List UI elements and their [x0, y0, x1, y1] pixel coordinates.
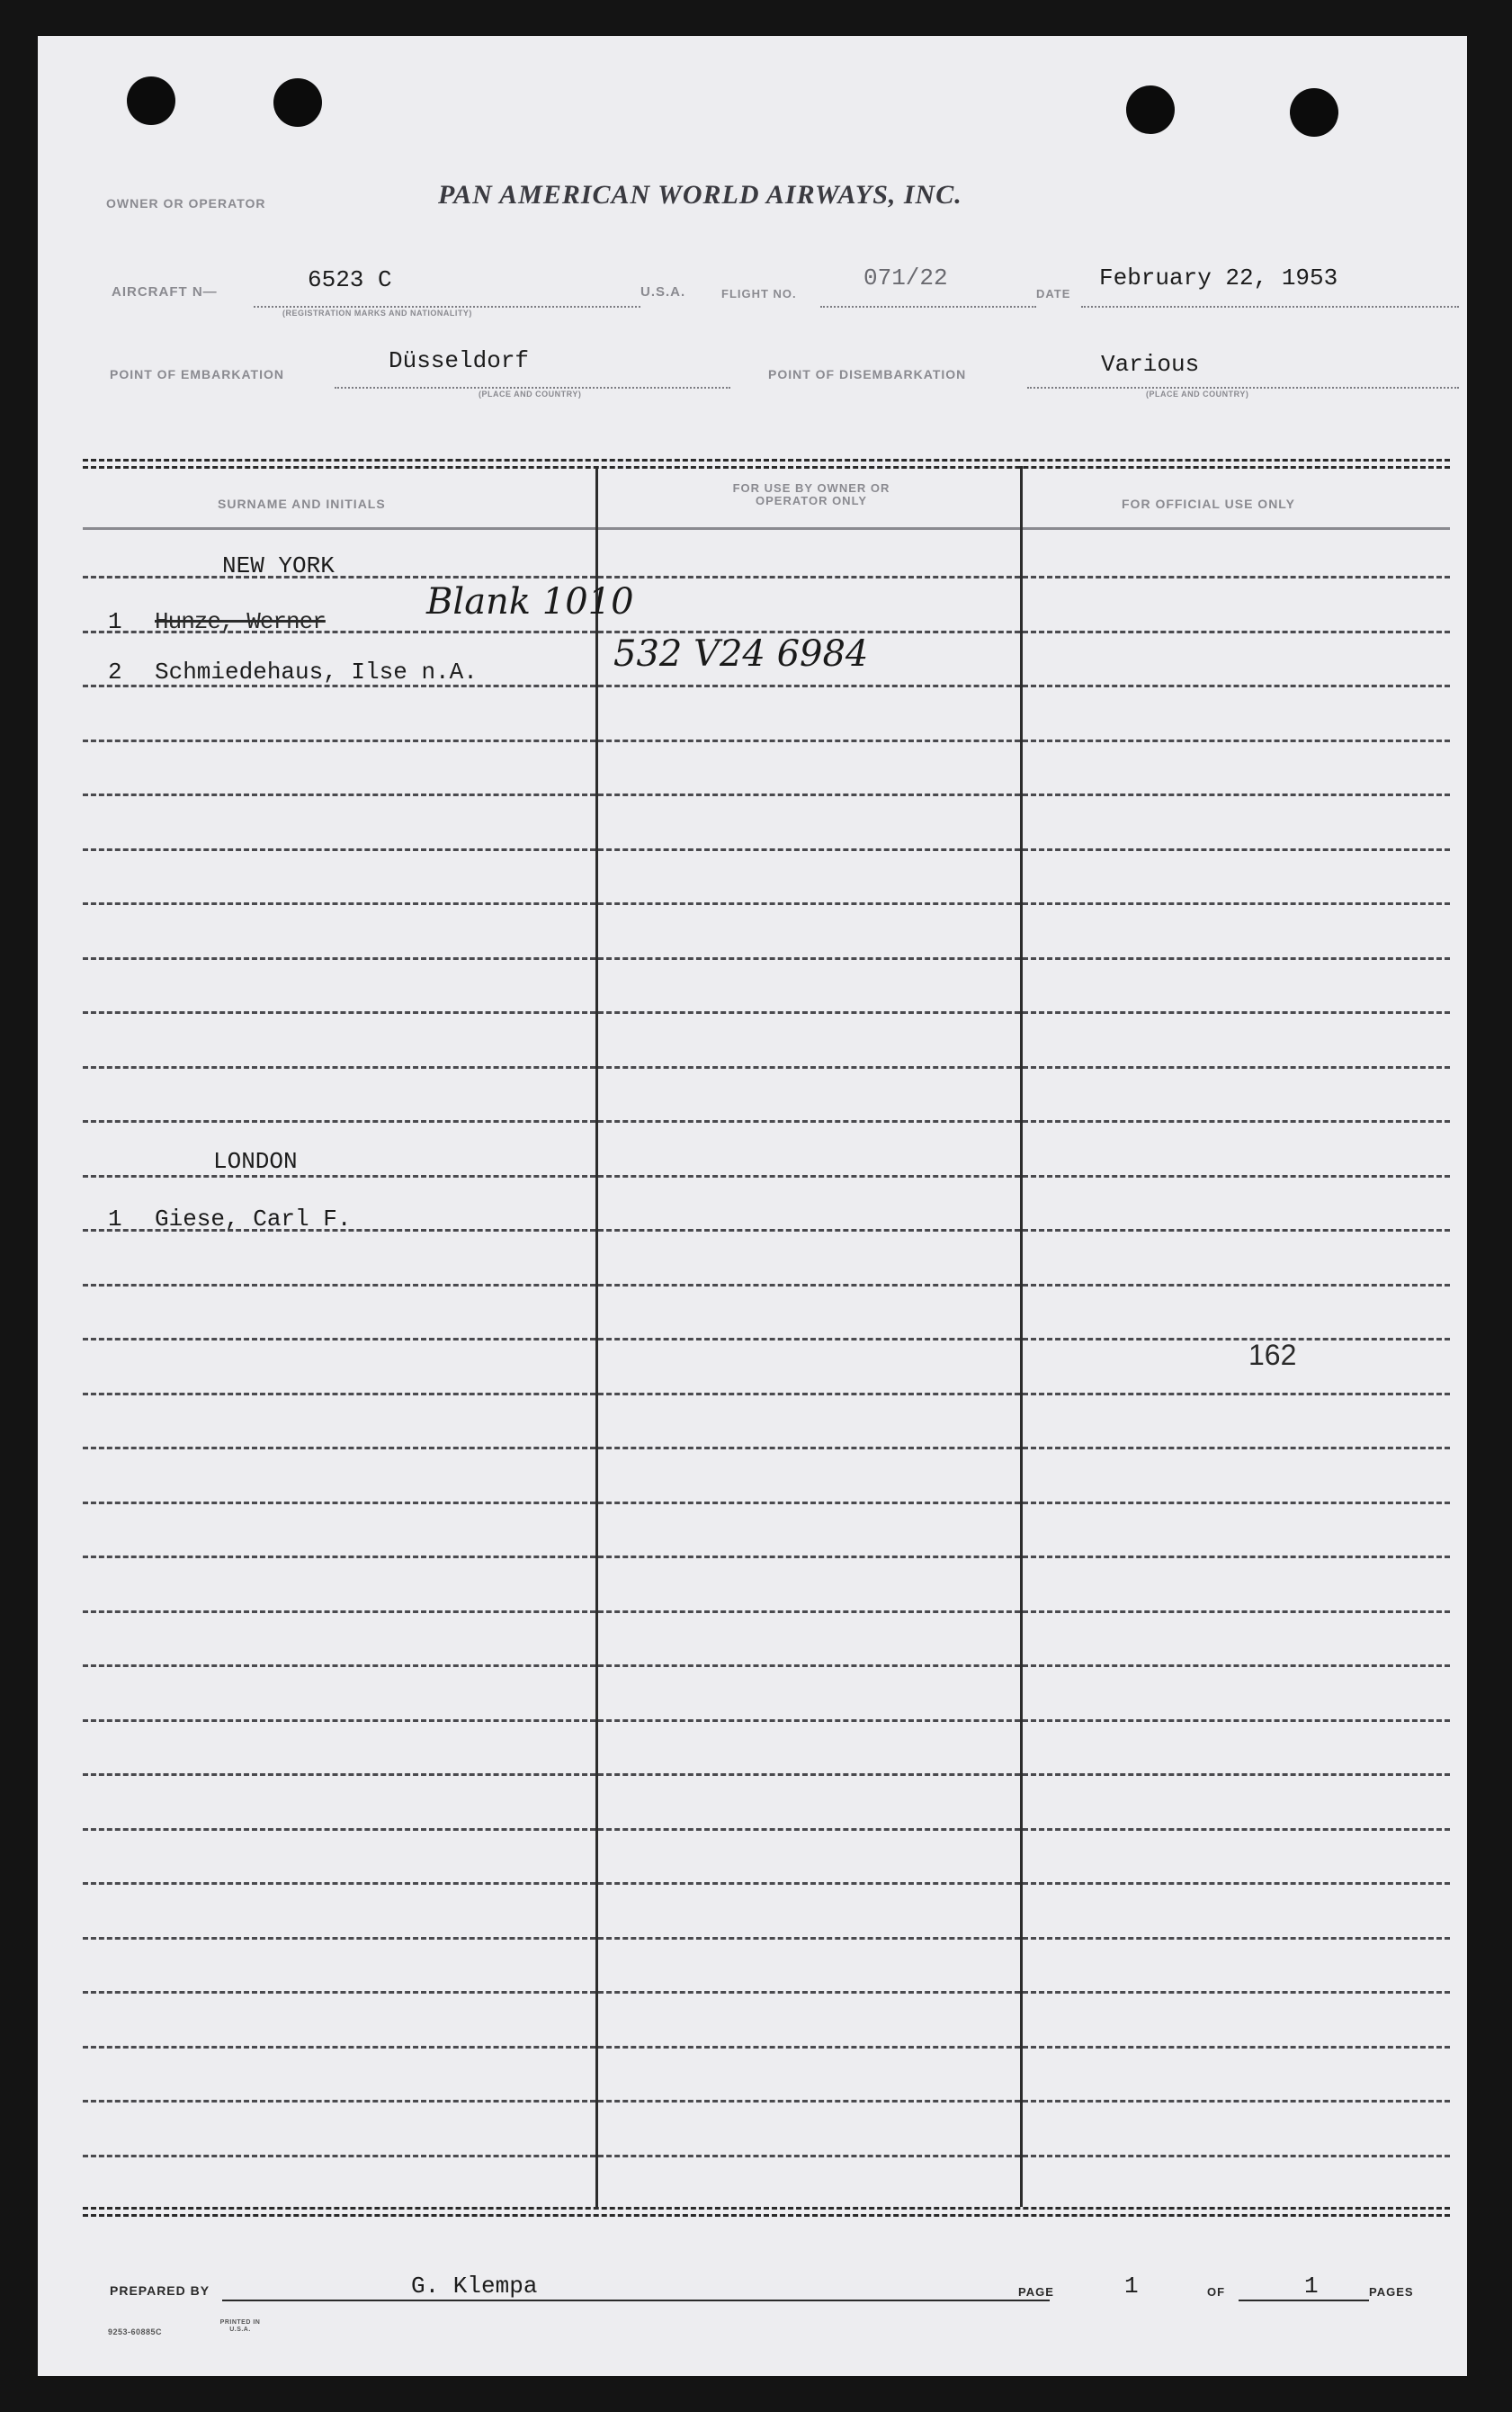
table-ruled-line	[598, 685, 1020, 687]
flight-underline	[820, 306, 1036, 308]
table-ruled-line	[598, 1502, 1020, 1504]
column-header-owner-use: FOR USE BY OWNER OR OPERATOR ONLY	[732, 481, 890, 507]
flight-value: 071/22	[863, 265, 948, 291]
table-ruled-line	[1023, 902, 1450, 905]
disembarkation-underline	[1027, 387, 1459, 389]
table-ruled-line	[83, 1828, 595, 1831]
table-ruled-line	[598, 1447, 1020, 1449]
table-ruled-line	[598, 1284, 1020, 1287]
column-header-rule	[1023, 527, 1450, 530]
table-ruled-line	[598, 1120, 1020, 1123]
table-ruled-line	[598, 902, 1020, 905]
table-ruled-line	[83, 1284, 595, 1287]
table-ruled-line	[1023, 1610, 1450, 1613]
table-bottom-rule-2	[83, 2214, 1450, 2217]
aircraft-label: AIRCRAFT N—	[112, 284, 218, 300]
table-ruled-line	[1023, 1773, 1450, 1776]
table-ruled-line	[598, 1773, 1020, 1776]
table-ruled-line	[1023, 1175, 1450, 1178]
table-ruled-line	[1023, 576, 1450, 578]
embarkation-underline	[335, 387, 730, 389]
table-ruled-line	[1023, 1338, 1450, 1340]
of-underline	[1239, 2300, 1369, 2301]
table-ruled-line	[1023, 1991, 1450, 1994]
table-ruled-line	[1023, 957, 1450, 960]
flight-label: FLIGHT NO.	[721, 287, 797, 300]
entry-2-name: Schmiedehaus, Ilse n.A.	[155, 659, 478, 686]
page-label: PAGE	[1018, 2285, 1054, 2299]
table-ruled-line	[83, 902, 595, 905]
table-ruled-line	[1023, 2155, 1450, 2157]
table-ruled-line	[598, 740, 1020, 742]
table-ruled-line	[598, 2155, 1020, 2157]
table-ruled-line	[598, 2046, 1020, 2049]
registration-caption: (REGISTRATION MARKS AND NATIONALITY)	[282, 309, 472, 318]
table-ruled-line	[598, 1828, 1020, 1831]
usa-label: U.S.A.	[640, 284, 686, 300]
table-ruled-line	[1023, 740, 1450, 742]
prepared-by-value: G. Klempa	[411, 2273, 538, 2300]
table-ruled-line	[598, 957, 1020, 960]
column-divider-2	[1020, 466, 1023, 2207]
table-ruled-line	[598, 1338, 1020, 1340]
table-ruled-line	[1023, 1828, 1450, 1831]
table-ruled-line	[83, 1393, 595, 1395]
disembarkation-caption: (PLACE AND COUNTRY)	[1146, 390, 1249, 399]
table-ruled-line	[598, 1882, 1020, 1885]
table-ruled-line	[83, 1338, 595, 1340]
table-ruled-line	[1023, 1556, 1450, 1558]
table-ruled-line	[1023, 1120, 1450, 1123]
table-ruled-line	[1023, 794, 1450, 796]
table-ruled-line	[598, 848, 1020, 851]
table-ruled-line	[83, 576, 595, 578]
table-ruled-line	[83, 1991, 595, 1994]
of-value: 1	[1304, 2273, 1319, 2300]
table-ruled-line	[598, 1664, 1020, 1667]
table-ruled-line	[83, 1502, 595, 1504]
table-ruled-line	[598, 1937, 1020, 1940]
table-ruled-line	[598, 1066, 1020, 1069]
table-ruled-line	[1023, 1284, 1450, 1287]
page-value: 1	[1124, 2273, 1139, 2300]
table-ruled-line	[598, 1991, 1020, 1994]
table-ruled-line	[83, 2046, 595, 2049]
aircraft-value: 6523 C	[308, 266, 392, 293]
table-ruled-line	[83, 794, 595, 796]
table-ruled-line	[83, 1175, 595, 1178]
table-ruled-line	[1023, 1229, 1450, 1232]
table-ruled-line	[1023, 1447, 1450, 1449]
table-ruled-line	[1023, 1011, 1450, 1014]
table-ruled-line	[83, 1937, 595, 1940]
table-ruled-line	[1023, 685, 1450, 687]
column-header-official-use: FOR OFFICIAL USE ONLY	[1122, 497, 1295, 511]
column-header-rule	[598, 527, 1020, 530]
company-name: PAN AMERICAN WORLD AIRWAYS, INC.	[438, 180, 962, 210]
disembarkation-value: Various	[1101, 351, 1200, 378]
table-ruled-line	[598, 1175, 1020, 1178]
official-number: 162	[1248, 1339, 1297, 1371]
table-ruled-line	[598, 1229, 1020, 1232]
table-ruled-line	[1023, 1719, 1450, 1722]
table-ruled-line	[598, 1719, 1020, 1722]
table-ruled-line	[598, 1393, 1020, 1395]
date-underline	[1081, 306, 1459, 308]
table-ruled-line	[1023, 1393, 1450, 1395]
table-ruled-line	[83, 1719, 595, 1722]
table-ruled-line	[83, 1066, 595, 1069]
table-ruled-line	[83, 1773, 595, 1776]
table-ruled-line	[1023, 2046, 1450, 2049]
embarkation-value: Düsseldorf	[389, 347, 530, 374]
table-ruled-line	[1023, 1502, 1450, 1504]
table-top-rule-1	[83, 459, 1450, 462]
table-ruled-line	[1023, 631, 1450, 633]
column-header-rule	[83, 527, 595, 530]
table-ruled-line	[83, 1556, 595, 1558]
punch-hole-right-2	[1290, 88, 1338, 137]
disembarkation-label: POINT OF DISEMBARKATION	[768, 367, 967, 381]
punch-hole-left-2	[273, 78, 322, 127]
table-ruled-line	[1023, 1937, 1450, 1940]
printed-mark: PRINTED IN U.S.A.	[219, 2319, 261, 2333]
london-entry-1-name: Giese, Carl F.	[155, 1206, 352, 1233]
punch-hole-left-1	[127, 76, 175, 125]
table-top-rule-2	[83, 466, 1450, 469]
table-ruled-line	[1023, 1066, 1450, 1069]
table-ruled-line	[598, 576, 1020, 578]
table-ruled-line	[83, 1882, 595, 1885]
table-ruled-line	[83, 1610, 595, 1613]
table-ruled-line	[83, 740, 595, 742]
table-ruled-line	[83, 1011, 595, 1014]
table-ruled-line	[83, 1447, 595, 1449]
table-ruled-line	[1023, 2100, 1450, 2103]
manifest-sheet	[38, 36, 1467, 2376]
table-ruled-line	[1023, 848, 1450, 851]
column-header-surname: SURNAME AND INITIALS	[218, 497, 386, 511]
table-ruled-line	[598, 794, 1020, 796]
entry-1-name: Hunze, Werner	[155, 608, 326, 635]
entry-2-handwritten-note: 532 V24 6984	[613, 633, 869, 675]
table-ruled-line	[83, 2155, 595, 2157]
table-ruled-line	[83, 848, 595, 851]
entry-1-handwritten-note: Blank 1010	[426, 581, 634, 623]
table-ruled-line	[598, 1556, 1020, 1558]
section-heading-new-york: NEW YORK	[222, 552, 335, 579]
table-ruled-line	[1023, 1664, 1450, 1667]
table-ruled-line	[83, 1120, 595, 1123]
table-ruled-line	[83, 2100, 595, 2103]
of-label: OF	[1207, 2285, 1226, 2299]
entry-1-number: 1	[108, 608, 122, 635]
table-ruled-line	[1023, 1882, 1450, 1885]
table-ruled-line	[598, 1610, 1020, 1613]
prepared-by-underline	[222, 2300, 1050, 2301]
table-bottom-rule-1	[83, 2207, 1450, 2210]
entry-2-number: 2	[108, 659, 122, 686]
table-ruled-line	[598, 2100, 1020, 2103]
punch-hole-right-1	[1126, 85, 1175, 134]
london-entry-1-number: 1	[108, 1206, 122, 1233]
section-heading-london: LONDON	[213, 1148, 298, 1175]
column-divider-1	[595, 466, 598, 2207]
table-ruled-line	[83, 1664, 595, 1667]
table-ruled-line	[598, 1011, 1020, 1014]
prepared-by-label: PREPARED BY	[110, 2283, 210, 2298]
owner-label: OWNER OR OPERATOR	[106, 196, 266, 211]
embarkation-caption: (PLACE AND COUNTRY)	[479, 390, 582, 399]
form-number: 9253-60885C	[108, 2327, 163, 2336]
pages-label: PAGES	[1369, 2285, 1414, 2299]
table-ruled-line	[83, 957, 595, 960]
date-label: DATE	[1036, 287, 1071, 300]
aircraft-underline	[254, 306, 640, 308]
embarkation-label: POINT OF EMBARKATION	[110, 367, 284, 381]
date-value: February 22, 1953	[1099, 265, 1338, 291]
